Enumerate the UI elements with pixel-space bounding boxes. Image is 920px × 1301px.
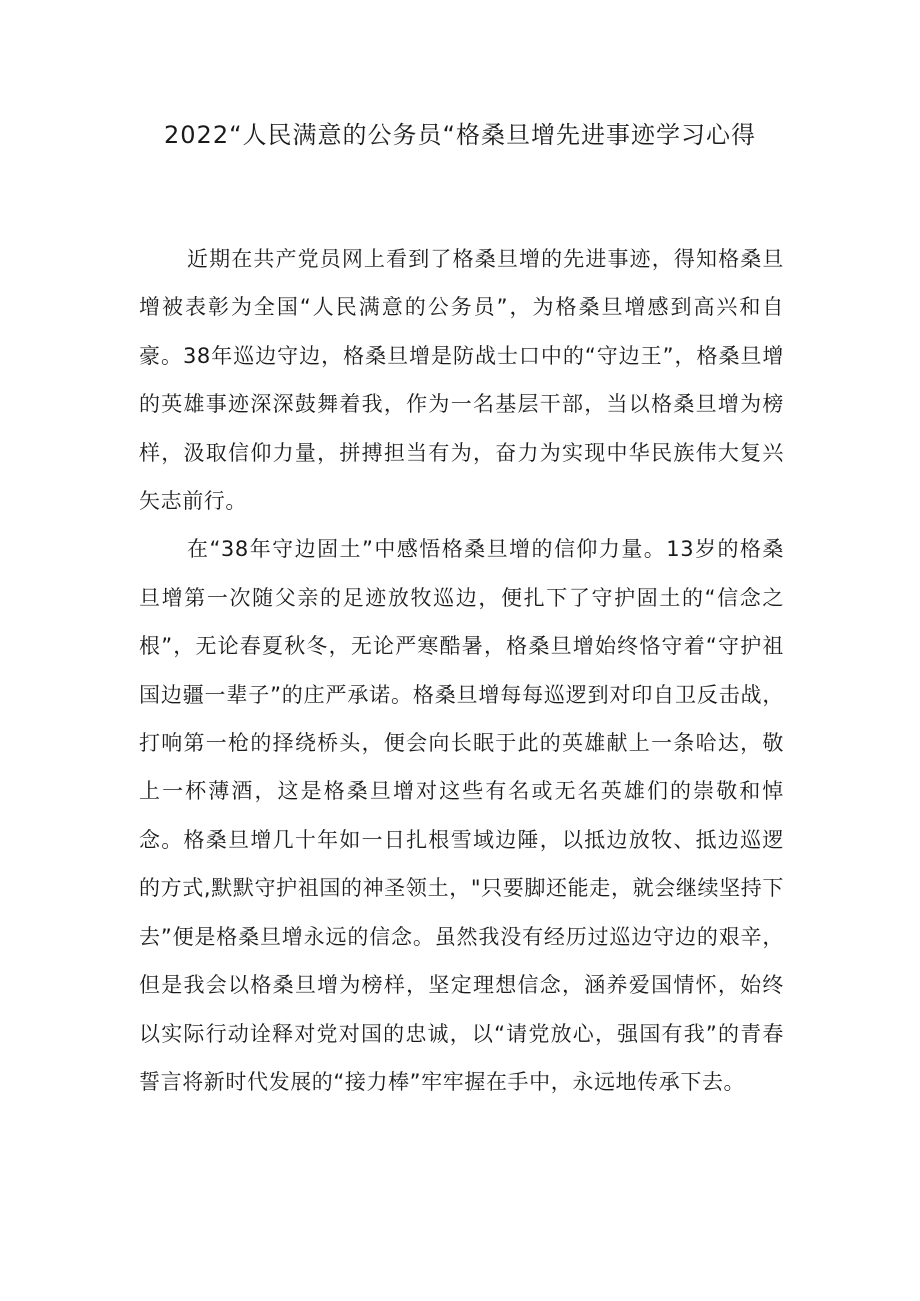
paragraph-intro: 近期在共产党员网上看到了格桑旦增的先进事迹，得知格桑旦增被表彰为全国“人民满意的公务员”，为格桑旦增感到高兴和自豪。38年巡边守边，格桑旦增是防战士口中的“守边王”，格桑旦增的英雄事迹深深鼓舞着我，作为一名基层干部，当以格桑旦增为榜样，汲取信仰力量，拼搏担当有为，奋力为实现中华民族伟大复兴矢志前行。 [139,247,784,514]
document-title: 2022“人民满意的公务员“格桑旦增先进事迹学习心得 [164,121,756,149]
paragraph-faith: 在“38年守边固土”中感悟格桑旦增的信仰力量。13岁的格桑旦增第一次随父亲的足迹放牧巡边，便扎下了守护固土的“信念之根”，无论春夏秋冬，无论严寒酷暑，格桑旦增始终恪守着“守护祖国边疆一辈子”的庄严承诺。格桑旦增每每巡逻到对印自卫反击战，打响第一枪的择绕桥头，便会向长眠于此的英雄献上一条哈达，敬上一杯薄酒，这是格桑旦增对这些有名或无名英雄们的崇敬和悼念。格桑旦增几十年如一日扎根雪域边陲，以抵边放牧、抵边巡逻的方式,默默守护祖国的神圣领土，"只要脚还能走，就会继续坚持下去”便是格桑旦增永远的信念。虽然我没有经历过巡边守边的艰辛，但是我会以格桑旦增为榜样，坚定理想信念，涵养爱国情怀，始终以实际行动诠释对党对国的忠诚，以“请党放心，强国有我”的青春誓言将新时代发展的“接力棒”牢牢握在手中，永远地传承下去。 [139,537,784,1094]
document-body [139,235,784,1106]
